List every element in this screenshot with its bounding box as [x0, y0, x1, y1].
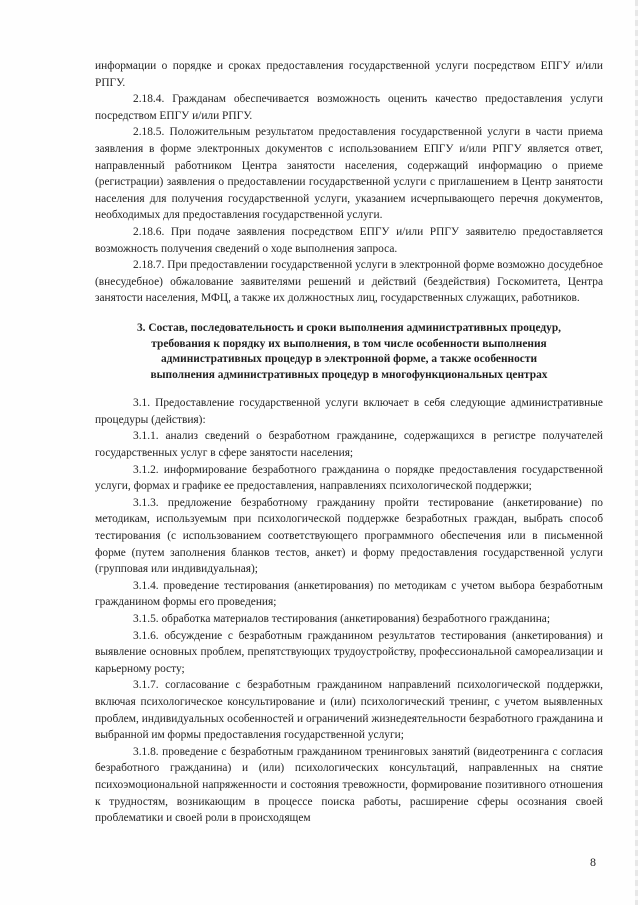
heading-line: выполнения административных процедур в многофункциональных центрах	[150, 368, 548, 381]
section-2-18-text	[95, 58, 603, 307]
heading-line: административных процедур в электронной форме, а также особенности	[160, 353, 538, 366]
paragraph: 3.1. Предоставление государственной услуги включает в себя следующие административные процедуры (действия):	[95, 397, 603, 426]
paragraph: 3.1.3. предложение безработному гражданину пройти тестирование (анкетирование) по методикам, используемым при психологической поддержке безработных граждан, выбрать способ тестирования (с использованием соответствующего программного обеспечения или в письменной форме (путем заполнения бланков тестов, анкет) и форму предоставления государственной услуги (групповая или индивидуальная);	[95, 496, 603, 576]
paragraph: 3.1.1. анализ сведений о безработном гражданине, содержащихся в регистре получателей государственных услуг в сфере занятости населения;	[95, 430, 603, 460]
heading-line: требования к порядку их выполнения, в том числе особенности выполнения	[151, 337, 547, 350]
paragraph: 3.1.8. проведение с безработным гражданином тренинговых занятий (видеотренинга с согласия безработного гражданина) и (или) психологических консультаций, направленных на снятие психоэмоциональной напряженности и состояния тревожности, формирование позитивного отношения к трудностям, возникающим в процессе поиска работы, расширение сферы осознания своей проблематики и своей роли в происходящем	[95, 745, 603, 825]
paragraph: 3.1.4. проведение тестирования (анкетирования) по методикам с учетом выбора безработным гражданином формы его проведения;	[95, 579, 603, 609]
document-body	[95, 58, 603, 827]
section-3-1-text	[95, 395, 603, 826]
heading-line: 3. Состав, последовательность и сроки выполнения административных процедур,	[136, 321, 562, 334]
section-3-heading	[95, 321, 603, 383]
paragraph: 3.1.7. согласование с безработным гражданином направлений психологической поддержки, включая психологическое консультирование и (или) психологический тренинг, с учетом выявленных проблем, индивидуальных особенностей и ограничений жизнедеятельности безработного гражданина и выбранной им формы предоставления государственной услуги;	[95, 679, 603, 742]
paragraph: 2.18.6. При подаче заявления посредством ЕПГУ и/или РПГУ заявителю предоставляется возможность получения сведений о ходе выполнения запроса.	[95, 225, 603, 255]
paragraph: 3.1.5. обработка материалов тестирования (анкетирования) безработного гражданина;	[133, 613, 551, 625]
paragraph: 2.18.5. Положительным результатом предоставления государственной услуги в части приема заявления в форме электронных документов с использованием ЕПГУ и/или РПГУ является ответ, направленный работником Центра занятости населения, содержащий информацию о приеме (регистрации) заявления о предоставлении государственной услуги с приглашением в Центр занятости населения для получения государственной услуги, указанием исчерпывающего перечня документов, необходимых для предоставления государственной услуги.	[95, 126, 603, 222]
paragraph: 3.1.6. обсуждение с безработным гражданином результатов тестирования (анкетирования) и выявление основных проблем, препятствующих трудоустройству, профессиональной самореализации и карьерному росту;	[95, 629, 603, 675]
paragraph: 3.1.2. информирование безработного гражданина о порядке предоставления государственной услуги, формах и графике ее предоставления, направлениях психологической поддержки;	[95, 463, 603, 493]
paragraph: 2.18.7. При предоставлении государственной услуги в электронной форме возможно досудебное (внесудебное) обжалование заявителями решений и действий (бездействия) Госкомитета, Центра занятости населения, МФЦ, а также их должностных лиц, государственных служащих, работников.	[95, 259, 603, 305]
paragraph: 2.18.4. Гражданам обеспечивается возможность оценить качество предоставления услуги посредством ЕПГУ и/или РПГУ.	[95, 93, 603, 122]
page-number: 8	[590, 855, 596, 869]
paragraph: информации о порядке и сроках предоставления государственной услуги посредством ЕПГУ и/или РПГУ.	[95, 60, 603, 89]
scan-edge-artifact	[635, 0, 638, 905]
